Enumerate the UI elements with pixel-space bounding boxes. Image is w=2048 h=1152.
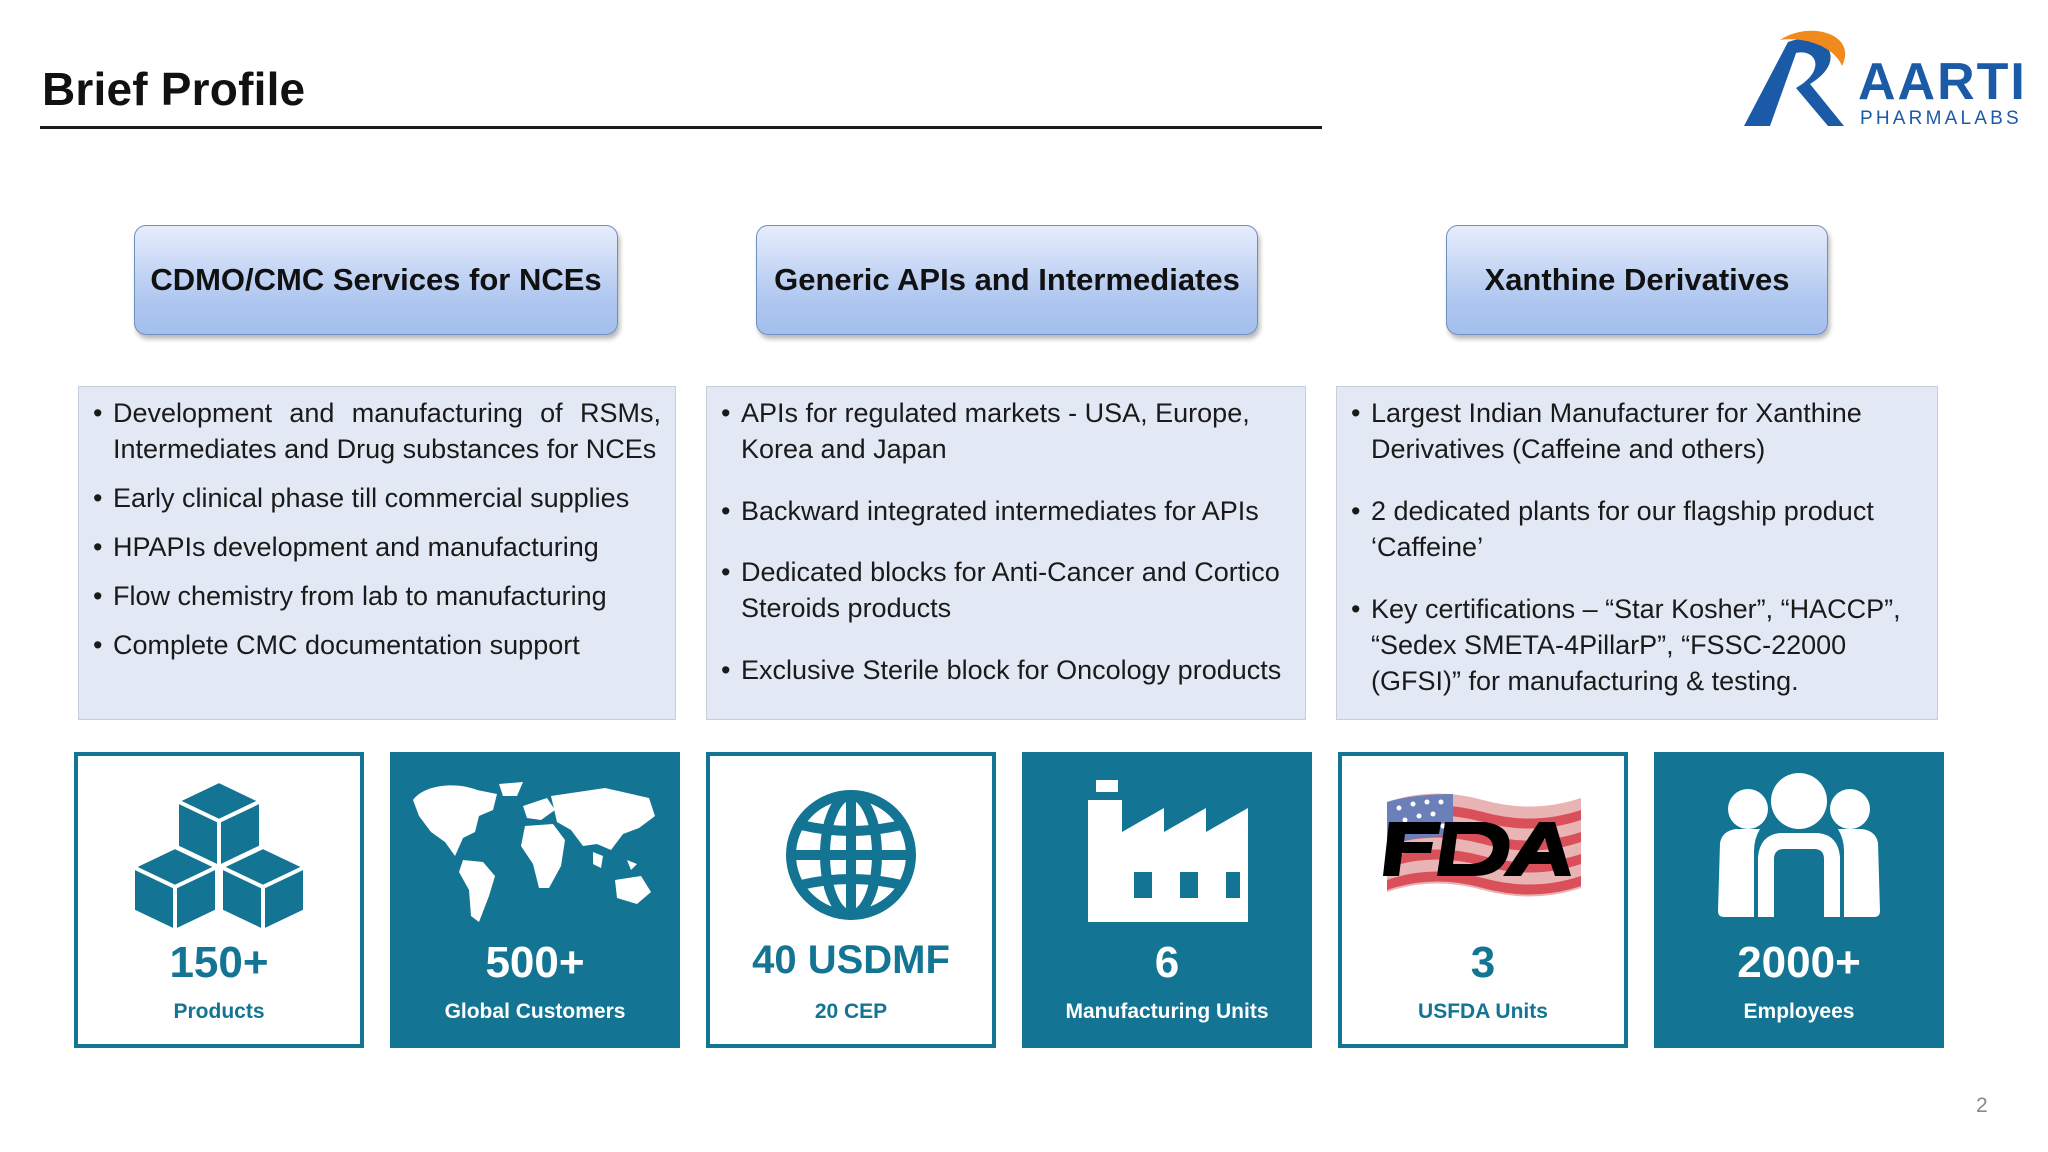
stat-label: 20 CEP bbox=[814, 1000, 888, 1023]
aarti-mark-icon bbox=[1740, 26, 1860, 136]
globe-icon bbox=[781, 785, 921, 925]
stat-products bbox=[74, 752, 364, 1048]
logo-brand-text: AARTI bbox=[1858, 53, 2027, 111]
list-item: • Development and manufacturing of RSMs, Intermediates and Drug substances for NCEs bbox=[93, 395, 661, 467]
stat-dmf bbox=[706, 752, 996, 1048]
panel-xanthine bbox=[1336, 386, 1938, 720]
slide-title: Brief Profile bbox=[42, 63, 306, 115]
page-number: 2 bbox=[1976, 1094, 1988, 1117]
list-item: • 2 dedicated plants for our flagship product ‘Caffeine’ bbox=[1351, 493, 1923, 565]
list-item: • HPAPIs development and manufacturing bbox=[93, 529, 661, 565]
stat-value: 40 USDMF bbox=[752, 938, 950, 982]
list-item: • Complete CMC documentation support bbox=[93, 627, 661, 663]
stat-label: Products bbox=[173, 1000, 265, 1023]
list-item: • Key certifications – “Star Kosher”, “HACCP”, “Sedex SMETA-4PillarP”, “FSSC-22000 (GFSI)” for manufacturing & testing. bbox=[1351, 591, 1923, 699]
stat-value: 2000+ bbox=[1737, 938, 1861, 987]
stat-label: USFDA Units bbox=[1418, 1000, 1548, 1023]
stat-manufacturing-units bbox=[1022, 752, 1312, 1048]
list-item: • Flow chemistry from lab to manufacturing bbox=[93, 578, 661, 614]
category-xanthine: Xanthine Derivatives bbox=[1446, 225, 1828, 335]
stat-value: 150+ bbox=[169, 938, 269, 987]
aarti-logo bbox=[1740, 26, 2027, 136]
factory-icon bbox=[1082, 776, 1252, 926]
title-underline bbox=[40, 126, 1322, 129]
list-item: • Exclusive Sterile block for Oncology products bbox=[721, 652, 1291, 688]
stat-label: Employees bbox=[1743, 1000, 1855, 1023]
stat-value: 3 bbox=[1470, 938, 1496, 987]
list-item: • Largest Indian Manufacturer for Xanthine Derivatives (Caffeine and others) bbox=[1351, 395, 1923, 467]
stat-value: 500+ bbox=[485, 938, 585, 987]
list-item: • Backward integrated intermediates for APIs bbox=[721, 493, 1291, 529]
category-generic-apis: Generic APIs and Intermediates bbox=[756, 225, 1258, 335]
people-icon bbox=[1714, 771, 1884, 931]
stat-global-customers bbox=[390, 752, 680, 1048]
world-map-icon bbox=[405, 776, 665, 926]
logo-sub-text: PHARMALABS bbox=[1860, 108, 2022, 129]
panel-generic-apis bbox=[706, 386, 1306, 720]
stat-label: Global Customers bbox=[444, 1000, 626, 1023]
cubes-icon bbox=[129, 775, 309, 935]
list-item: • APIs for regulated markets - USA, Europe, Korea and Japan bbox=[721, 395, 1291, 467]
list-item: • Early clinical phase till commercial supplies bbox=[93, 480, 661, 516]
panel-cdmo bbox=[78, 386, 676, 720]
stat-usfda-units bbox=[1338, 752, 1628, 1048]
fda-flag-icon bbox=[1373, 780, 1593, 930]
stat-value: 6 bbox=[1154, 938, 1180, 987]
list-item: • Dedicated blocks for Anti-Cancer and Cortico Steroids products bbox=[721, 554, 1291, 626]
category-cdmo: CDMO/CMC Services for NCEs bbox=[134, 225, 618, 335]
stat-employees bbox=[1654, 752, 1944, 1048]
stat-label: Manufacturing Units bbox=[1065, 1000, 1269, 1023]
